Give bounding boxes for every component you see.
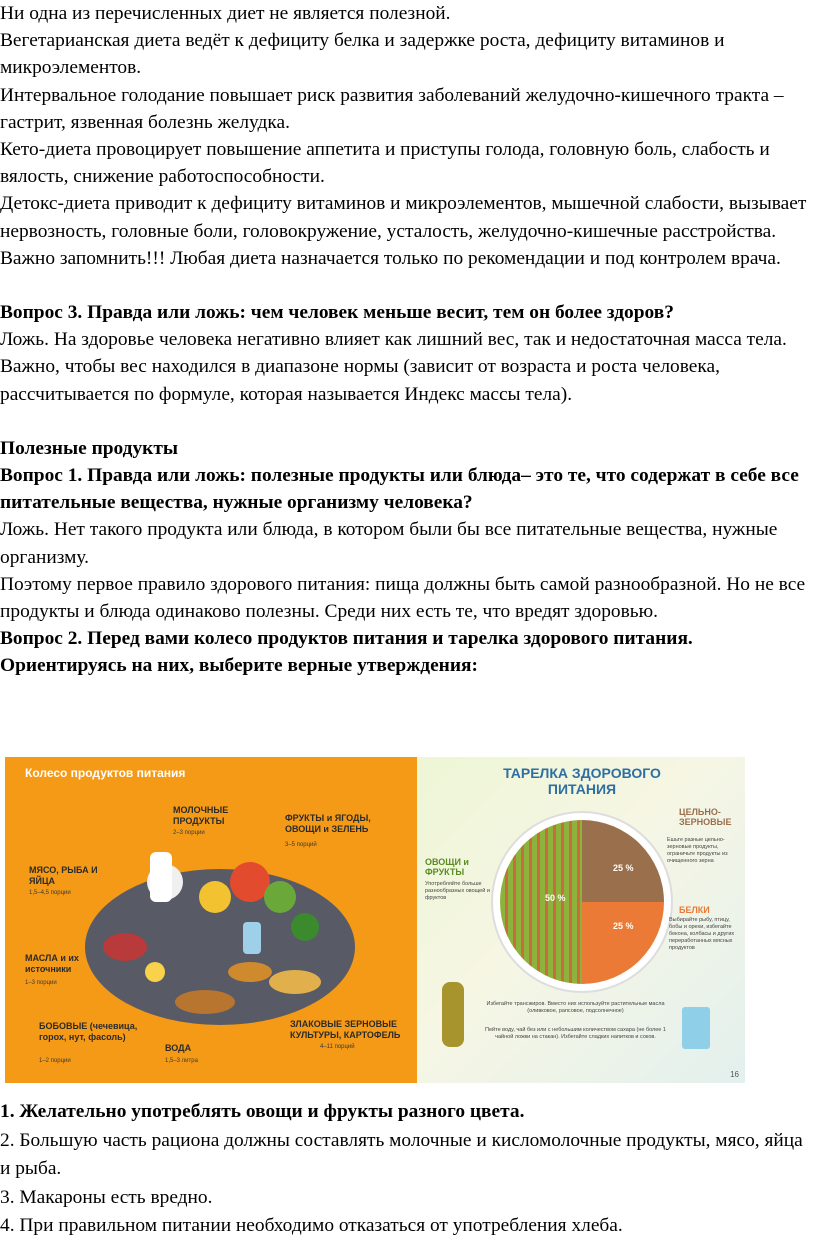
- question-1-answer: Ложь. Нет такого продукта или блюда, в котором были бы все питательные вещества, нужные организму.: [0, 519, 778, 568]
- grain-bowl-shape: [228, 962, 272, 982]
- plate-grain-note: Ешьте разные цельно-зерновые продукты, ограничьте продукты из очищенного зерна: [667, 837, 728, 864]
- spacer: [0, 272, 816, 299]
- paragraph: Ни одна из перечисленных диет не является полезной.: [0, 3, 451, 24]
- plate-protein-label: БЕЛКИ: [679, 905, 710, 915]
- water-glass-icon: [682, 1007, 710, 1049]
- paragraph: Важно запомнить!!! Любая диета назначается только по рекомендации и под контролем врача.: [0, 247, 781, 269]
- water-glass-shape: [243, 922, 261, 954]
- pct-veg: 50 %: [545, 893, 566, 903]
- pct-grain: 25 %: [613, 863, 634, 873]
- page-number: 16: [730, 1070, 739, 1079]
- plate-water-note: Пейте воду, чай без или с небольшим количеством сахара (не более 1 чайной ложки на стакан). Избегайте сладких напитков и соков.: [485, 1027, 666, 1040]
- label-water-portions: 1,5–3 литра: [165, 1058, 198, 1064]
- label-fruits: ФРУКТЫ и ЯГОДЫ, ОВОЩИ и ЗЕЛЕНЬ: [285, 813, 371, 834]
- label-legumes: БОБОВЫЕ (чечевица, горох, нут, фасоль): [39, 1021, 138, 1042]
- oil-bottle-shape: [442, 982, 464, 1047]
- statement-1: 1. Желательно употреблять овощи и фрукты разного цвета.: [0, 1101, 525, 1122]
- label-grains: ЗЛАКОВЫЕ ЗЕРНОВЫЕ КУЛЬТУРЫ, КАРТОФЕЛЬ: [290, 1019, 401, 1040]
- label-grains-portions: 4–11 порций: [320, 1044, 355, 1050]
- fruit-shape: [230, 862, 270, 902]
- question-3-answer: Ложь. На здоровье человека негативно влияет как лишний вес, так и недостаточная масса тела. Важно, чтобы вес находился в диапазоне нормы (зависит от возраста и роста человека, рассчитывается по формуле, которая называется Индекс массы тела).: [0, 329, 787, 405]
- plate-protein-note: Выбирайте рыбу, птицу, бобы и орехи, избегайте бекона, колбасы и других переработанных мясных продуктов: [669, 917, 735, 951]
- label-meat-portions: 1,5–4,5 порции: [29, 890, 71, 896]
- plate-veg-label: ОВОЩИ и ФРУКТЫ: [425, 857, 469, 877]
- label-water: ВОДА: [165, 1043, 192, 1053]
- healthy-plate-panel: [417, 757, 745, 1083]
- bread-shape: [175, 990, 235, 1014]
- milk-carton-shape: [150, 852, 172, 902]
- paragraph: Кето-диета провоцирует повышение аппетита и приступы голода, головную боль, слабость и вялость, снижение работоспособности.: [0, 139, 770, 188]
- statement-2: 2. Большую часть рациона должны составлять молочные и кисломолочные продукты, мясо, яйца и рыба.: [0, 1129, 803, 1180]
- meat-shape: [103, 933, 147, 961]
- food-wheel-panel: [5, 757, 417, 1083]
- greens-shape: [291, 913, 319, 941]
- plate-grain-label: ЦЕЛЬНО-ЗЕРНОВЫЕ: [679, 807, 732, 827]
- label-meat: МЯСО, РЫБА И ЯЙЦА: [29, 865, 98, 886]
- pct-protein: 25 %: [613, 921, 634, 931]
- statement-3: 3. Макароны есть вредно.: [0, 1186, 213, 1208]
- question-3-heading: Вопрос 3. Правда или ложь: чем человек меньше весит, тем он более здоров?: [0, 302, 674, 324]
- pepper-shape: [199, 881, 231, 913]
- paragraph: Детокс-диета приводит к дефициту витаминов и микроэлементов, мышечной слабости, вызывает нервозность, головные боли, головокружение, усталость, желудочно-кишечные расстройства.: [0, 193, 807, 242]
- statements-list: [0, 1098, 816, 1241]
- label-oils: МАСЛА и их источники: [25, 953, 79, 974]
- label-oils-portions: 1–3 порции: [25, 980, 57, 986]
- plate-oil-note: Избегайте трансжиров. Вместо них используйте растительные масла (оливковое, рапсовое, подсолнечное): [486, 1001, 665, 1014]
- paragraph: Интервальное голодание повышает риск развития заболеваний желудочно-кишечного тракта – гастрит, язвенная болезнь желудка.: [0, 84, 784, 133]
- label-dairy-portions: 2–3 порции: [173, 830, 205, 836]
- plate-protein-sector: [582, 902, 664, 984]
- paragraph: Вегетарианская диета ведёт к дефициту белка и задержке роста, дефициту витаминов и микроэлементов.: [0, 30, 725, 79]
- label-fruits-portions: 3–5 порций: [285, 842, 317, 848]
- plate-grain-sector: [582, 820, 664, 902]
- spacer: [0, 408, 816, 435]
- label-legumes-portions: 1–2 порции: [39, 1058, 71, 1064]
- label-dairy: МОЛОЧНЫЕ ПРОДУКТЫ: [173, 805, 229, 826]
- plate-veg-note: Употребляйте больше разнообразных овощей и фруктов: [425, 881, 490, 901]
- question-2-heading: Вопрос 2. Перед вами колесо продуктов питания и тарелка здорового питания. Ориентируясь на них, выберите верные утверждения:: [0, 628, 693, 677]
- oil-shape: [145, 962, 165, 982]
- food-wheel-title: Колесо продуктов питания: [25, 766, 186, 780]
- plate-title: ТАРЕЛКА ЗДОРОВОГО ПИТАНИЯ: [503, 765, 661, 797]
- pasta-shape: [269, 970, 321, 994]
- question-1-note: Поэтому первое правило здорового питания: пища должны быть самой разнообразной. Но не все продукты и блюда одинаково полезны. Среди них есть те, что вредят здоровью.: [0, 573, 806, 623]
- vegetable-shape: [264, 881, 296, 913]
- section-title: Полезные продукты: [0, 437, 178, 459]
- statement-4: 4. При правильном питании необходимо отказаться от употребления хлеба.: [0, 1215, 623, 1237]
- question-1-heading: Вопрос 1. Правда или ложь: полезные продукты или блюда– это те, что содержат в себе все питательные вещества, нужные организму человека?: [0, 465, 799, 514]
- nutrition-infographic: [5, 757, 745, 1083]
